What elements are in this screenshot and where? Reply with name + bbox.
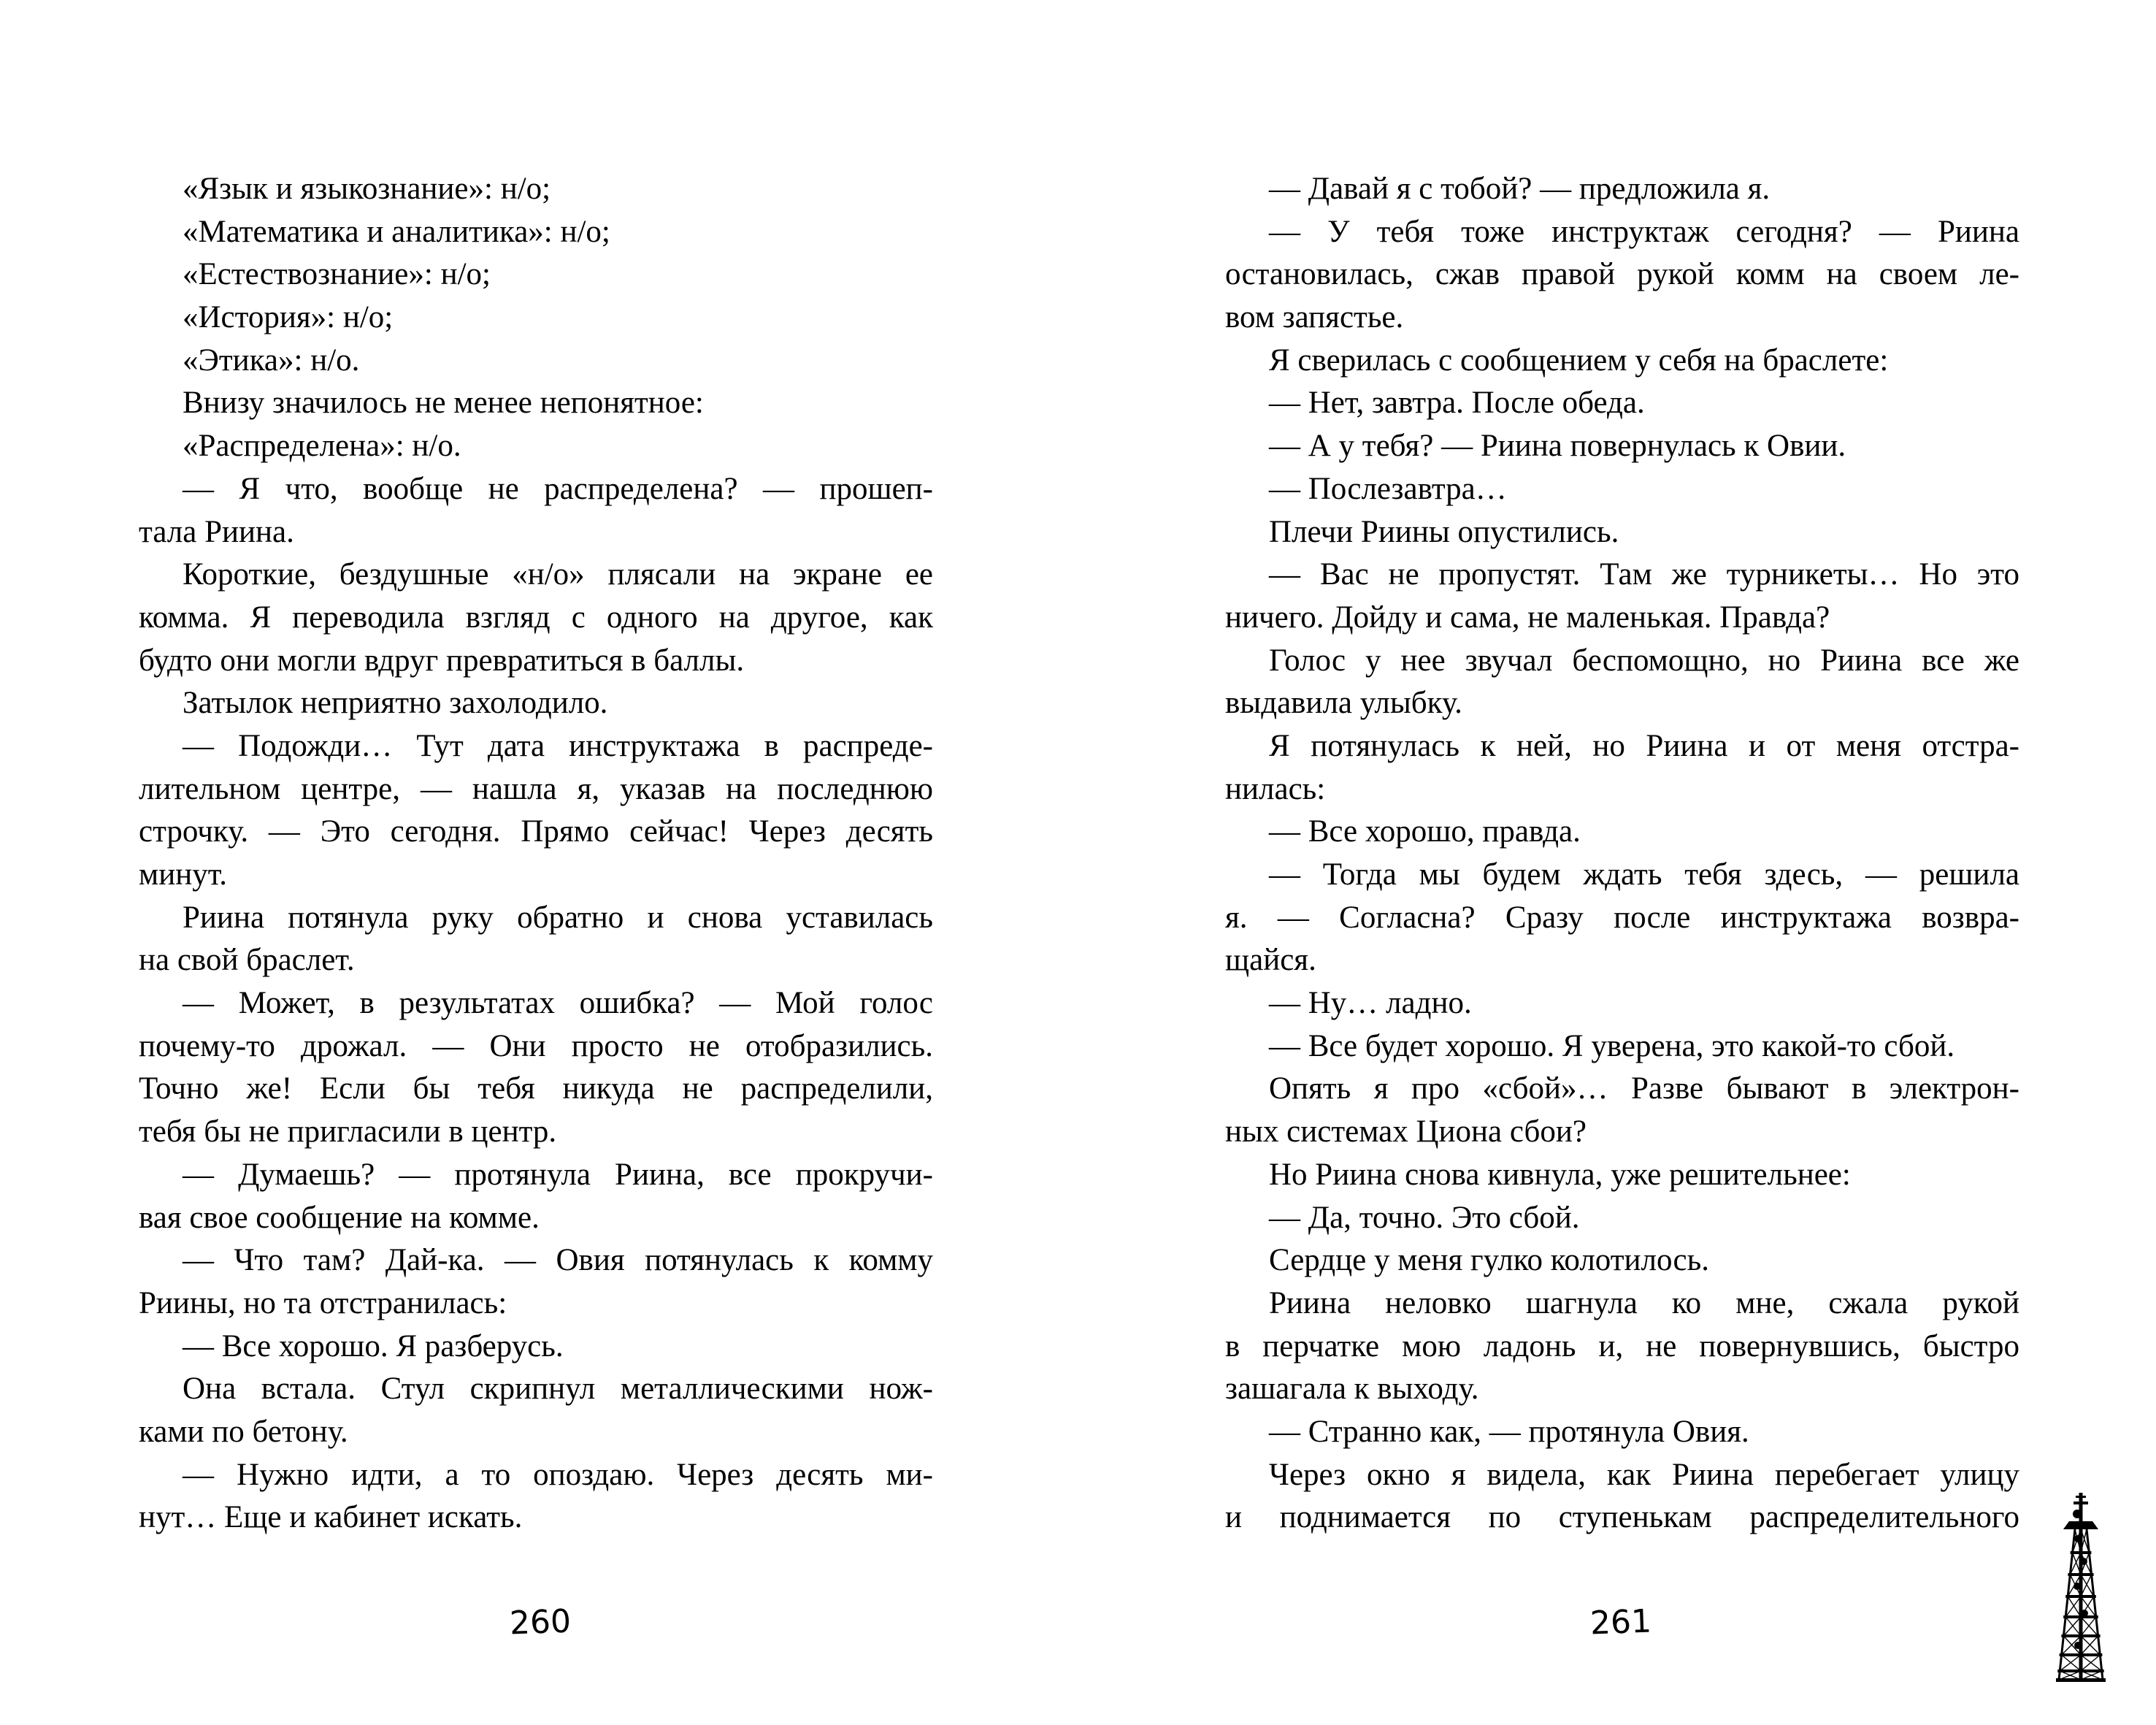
text-line: Но Риина снова кивнула, уже решительнее: — [1269, 1157, 1851, 1192]
text-line: — Давай я с тобой? — предложила я. — [1269, 172, 1771, 206]
text-line: ничего. Дойду и сама, не маленькая. Правда? — [1225, 600, 1830, 635]
page-right — [1078, 0, 2156, 1725]
text-line: — Что там? Дай-ка. — Овия потянулась к комму — [183, 1243, 933, 1278]
text-line: выдавила улыбку. — [1225, 686, 1462, 721]
text-line: Голос у нее звучал беспомощно, но Риина все же — [1269, 643, 2019, 678]
text-line: щайся. — [1225, 943, 1316, 978]
text-line: «Распределена»: н/о. — [183, 429, 461, 464]
text-line: зашагала к выходу. — [1225, 1372, 1479, 1407]
text-line: «Естествознание»: н/о; — [183, 257, 491, 292]
text-line: лительном центре, — нашла я, указав на последнюю — [139, 771, 933, 806]
text-line: в перчатке мою ладонь и, не повернувшись, быстро — [1225, 1328, 2019, 1363]
text-line: Я потянулась к ней, но Риина и от меня отстра- — [1269, 728, 2019, 763]
text-line: — А у тебя? — Риина повернулась к Овии. — [1269, 429, 1846, 464]
text-line: Сердце у меня гулко колотилось. — [1269, 1243, 1710, 1278]
text-line: остановилась, сжав правой рукой комм на своем ле- — [1225, 257, 2019, 292]
text-line: — Все хорошо. Я разберусь. — [183, 1328, 564, 1363]
text-line: — Тогда мы будем ждать тебя здесь, — решила — [1269, 857, 2019, 892]
text-line: тала Риина. — [139, 514, 294, 549]
text-line: ками по бетону. — [139, 1414, 348, 1449]
radio-tower-icon — [2053, 1490, 2109, 1686]
text-line: — Может, в результатах ошибка? — Мой голос — [183, 986, 933, 1021]
text-line: — Ну… ладно. — [1269, 986, 1472, 1021]
text-line: Через окно я видела, как Риина перебегает улицу — [1269, 1457, 2019, 1492]
text-line: — Все будет хорошо. Я уверена, это какой-то сбой. — [1269, 1028, 1955, 1063]
text-line: Плечи Риины опустились. — [1269, 514, 1619, 549]
text-line: — Думаешь? — протянула Риина, все прокручи- — [183, 1157, 933, 1192]
right-text-column — [1225, 168, 2019, 1540]
text-line: ных системах Циона сбои? — [1225, 1114, 1587, 1150]
text-line: — Вас не пропустят. Там же турникеты… Но это — [1269, 557, 2019, 592]
text-line: «Математика и аналитика»: н/о; — [183, 214, 610, 249]
text-line: «Язык и языкознание»: н/о; — [183, 172, 551, 206]
text-line: Опять я про «сбой»… Разве бывают в электрон- — [1269, 1071, 2019, 1106]
text-line: на свой браслет. — [139, 943, 355, 978]
text-line: — Странно как, — протянула Овия. — [1269, 1414, 1749, 1449]
right-page-number: 261 — [1589, 1602, 1652, 1642]
text-line: — Подожди… Тут дата инструктажа в распреде- — [183, 728, 933, 763]
text-line: нут… Еще и кабинет искать. — [139, 1500, 523, 1535]
text-line: Короткие, бездушные «н/о» плясали на экране ее — [183, 557, 933, 592]
text-line: строчку. — Это сегодня. Прямо сейчас! Через десять — [139, 814, 933, 849]
text-line: — У тебя тоже инструктаж сегодня? — Риина — [1269, 214, 2019, 249]
text-line: комма. Я переводила взгляд с одного на другое, как — [139, 600, 933, 635]
text-line: Затылок неприятно захолодило. — [183, 686, 608, 721]
text-line: и поднимается по ступенькам распределительного — [1225, 1500, 2019, 1535]
text-line: почему-то дрожал. — Они просто не отобразились. — [139, 1028, 933, 1063]
left-text-column — [139, 168, 933, 1540]
text-line: я. — Согласна? Сразу после инструктажа возвра- — [1225, 900, 2019, 935]
text-line: Риина потянула руку обратно и снова уставилась — [183, 900, 933, 935]
text-line: минут. — [139, 857, 228, 892]
text-line: Риина неловко шагнула ко мне, сжала рукой — [1269, 1285, 2019, 1320]
text-line: тебя бы не пригласили в центр. — [139, 1114, 557, 1150]
text-line: — Нет, завтра. После обеда. — [1269, 386, 1645, 421]
text-line: Внизу значилось не менее непонятное: — [183, 386, 704, 421]
text-line: «Этика»: н/о. — [183, 343, 360, 378]
text-line: Риины, но та отстранилась: — [139, 1285, 507, 1320]
text-line: — Да, точно. Это сбой. — [1269, 1200, 1580, 1235]
text-line: — Нужно идти, а то опоздаю. Через десять ми- — [183, 1457, 933, 1492]
text-line: «История»: н/о; — [183, 300, 394, 335]
text-line: нилась: — [1225, 771, 1326, 806]
text-line: Она встала. Стул скрипнул металлическими нож- — [183, 1372, 933, 1407]
text-line: Точно же! Если бы тебя никуда не распределили, — [139, 1071, 933, 1106]
text-line: Я сверилась с сообщением у себя на браслете: — [1269, 343, 1889, 378]
text-line: вом запястье. — [1225, 300, 1404, 335]
text-line: — Я что, вообще не распределена? — прошеп- — [183, 471, 933, 506]
text-line: — Все хорошо, правда. — [1269, 814, 1581, 849]
left-page-number: 260 — [509, 1602, 572, 1642]
text-line: будто они могли вдруг превратиться в баллы. — [139, 643, 745, 678]
text-line: — Послезавтра… — [1269, 471, 1507, 506]
text-line: вая свое сообщение на комме. — [139, 1200, 540, 1235]
